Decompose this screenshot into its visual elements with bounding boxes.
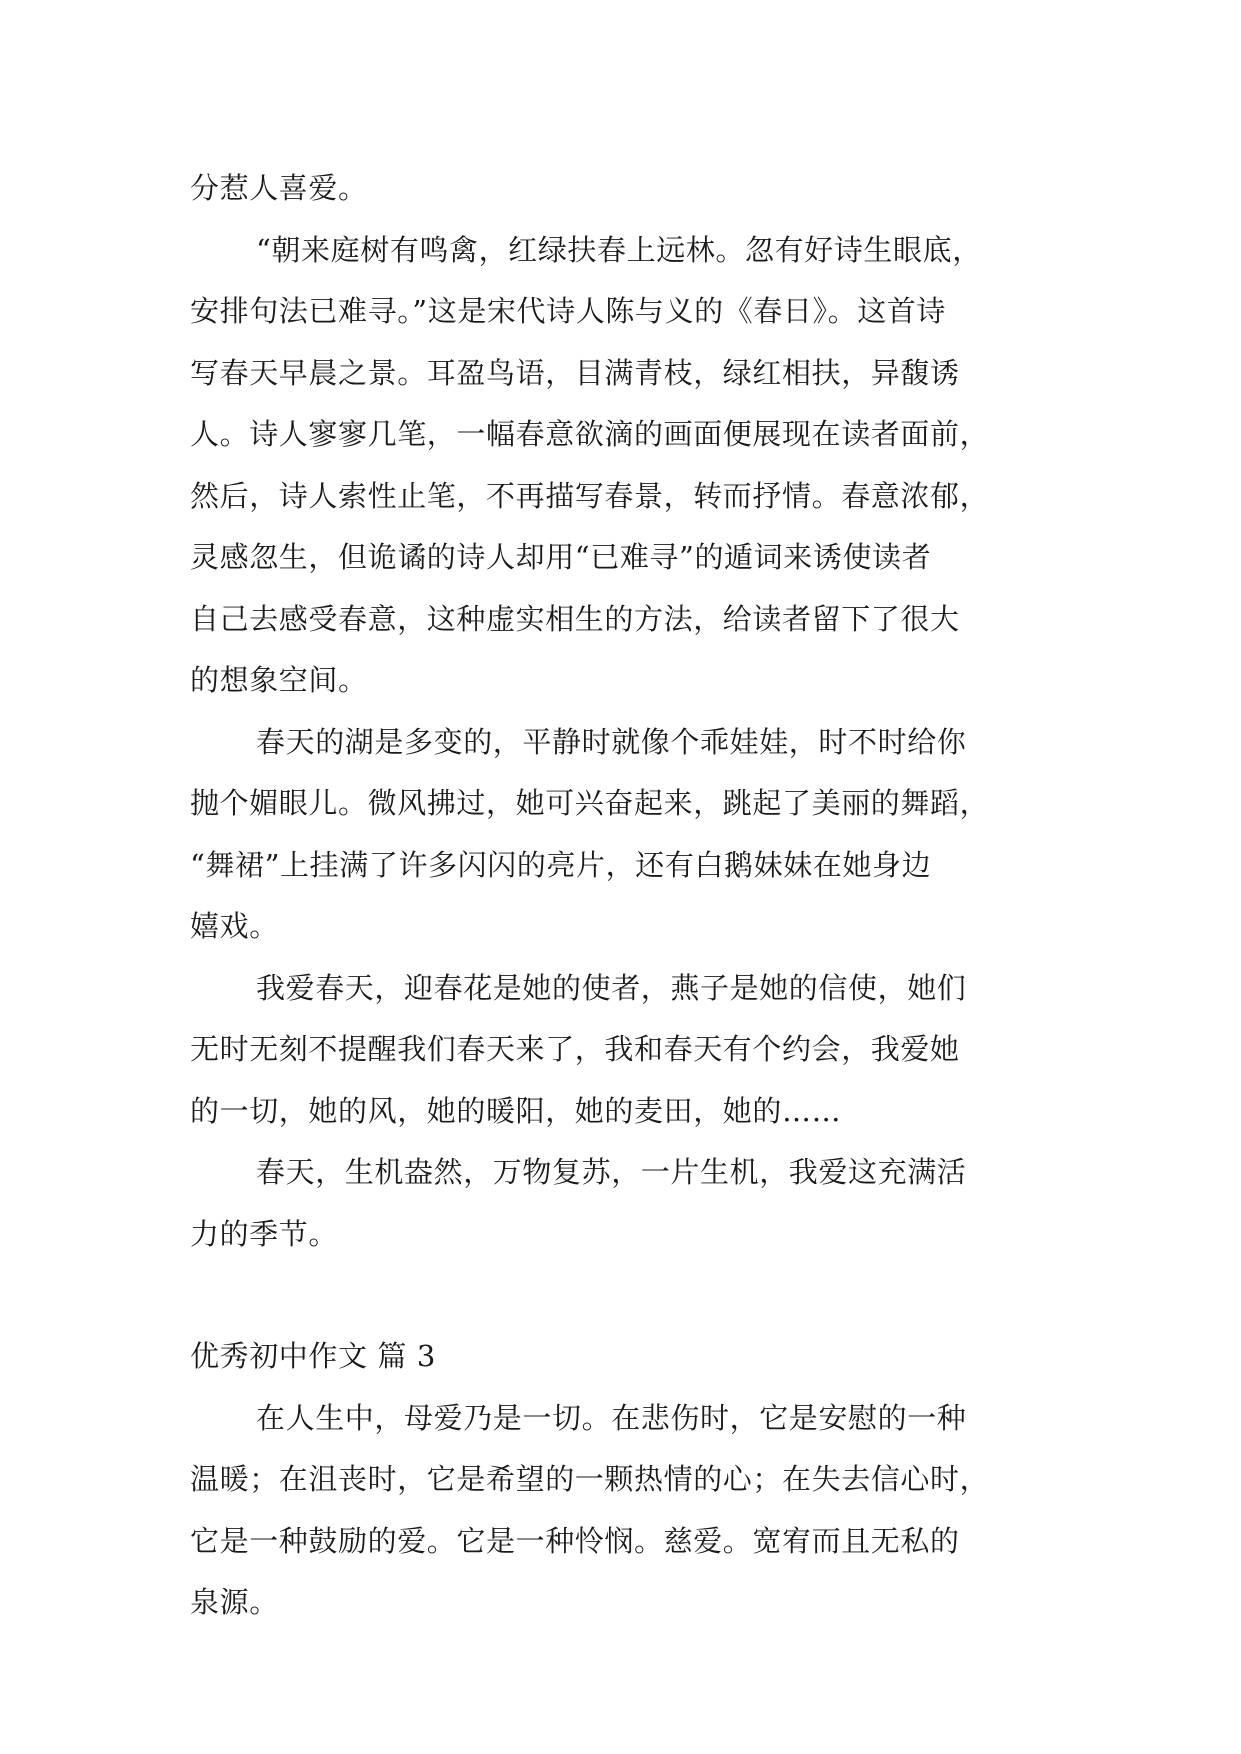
text-line: 灵感忽生，但诡谲的诗人却用“已难寻”的遁词来诱使读者 <box>190 540 932 574</box>
paragraph-mother <box>190 1388 1056 1634</box>
document-body <box>190 158 1056 1634</box>
text-line: 人。诗人寥寥几笔，一幅春意欲滴的画面便展现在读者面前， <box>190 417 990 451</box>
text-line: 力的季节。 <box>190 1216 339 1251</box>
paragraph-intro-tail <box>190 158 1056 220</box>
section-spacer <box>190 1265 1056 1326</box>
text-line: 的想象空间。 <box>190 663 368 697</box>
text-line: 分惹人喜爱。 <box>190 171 368 205</box>
text-line: “朝来庭树有鸣禽，红绿扶春上远林。忽有好诗生眼底， <box>256 232 982 267</box>
text-line: 春天，生机盎然，万物复苏，一片生机，我爱这充满活 <box>256 1155 967 1189</box>
paragraph-poem <box>190 220 1056 712</box>
text-line: 它是一种鼓励的爱。它是一种怜悯。慈爱。宽宥而且无私的 <box>190 1523 960 1558</box>
paragraph-love-spring <box>190 958 1056 1143</box>
text-line: 在人生中，母爱乃是一切。在悲伤时，它是安慰的一种 <box>256 1400 967 1435</box>
text-line: 自己去感受春意，这种虚实相生的方法，给读者留下了很大 <box>190 601 960 636</box>
text-line: 嬉戏。 <box>190 909 279 943</box>
text-line: 然后，诗人索性止笔，不再描写春景，转而抒情。春意浓郁， <box>190 478 990 513</box>
text-line: 无时无刻不提醒我们春天来了，我和春天有个约会，我爱她 <box>190 1032 960 1066</box>
text-line: 的一切，她的风，她的暖阳，她的麦田，她的…… <box>190 1093 842 1128</box>
text-line: 泉源。 <box>190 1585 279 1619</box>
text-line: “舞裙”上挂满了许多闪闪的亮片，还有白鹅妹妹在她身边 <box>190 847 932 882</box>
text-line: 安排句法已难寻。”这是宋代诗人陈与义的《春日》。这首诗 <box>190 294 947 328</box>
text-line: 我爱春天，迎春花是她的使者，燕子是她的信使，她们 <box>256 970 967 1005</box>
text-line: 写春天早晨之景。耳盈鸟语，目满青枝，绿红相扶，异馥诱 <box>190 355 960 390</box>
text-line: 温暖；在沮丧时，它是希望的一颗热情的心；在失去信心时， <box>190 1462 990 1496</box>
text-line: 抛个媚眼儿。微风拂过，她可兴奋起来，跳起了美丽的舞蹈， <box>190 786 990 820</box>
paragraph-lake <box>190 712 1056 958</box>
paragraph-conclusion <box>190 1142 1056 1265</box>
text-line: 春天的湖是多变的，平静时就像个乖娃娃，时不时给你 <box>256 724 967 759</box>
section-heading: 优秀初中作文 篇 3 <box>190 1339 436 1373</box>
